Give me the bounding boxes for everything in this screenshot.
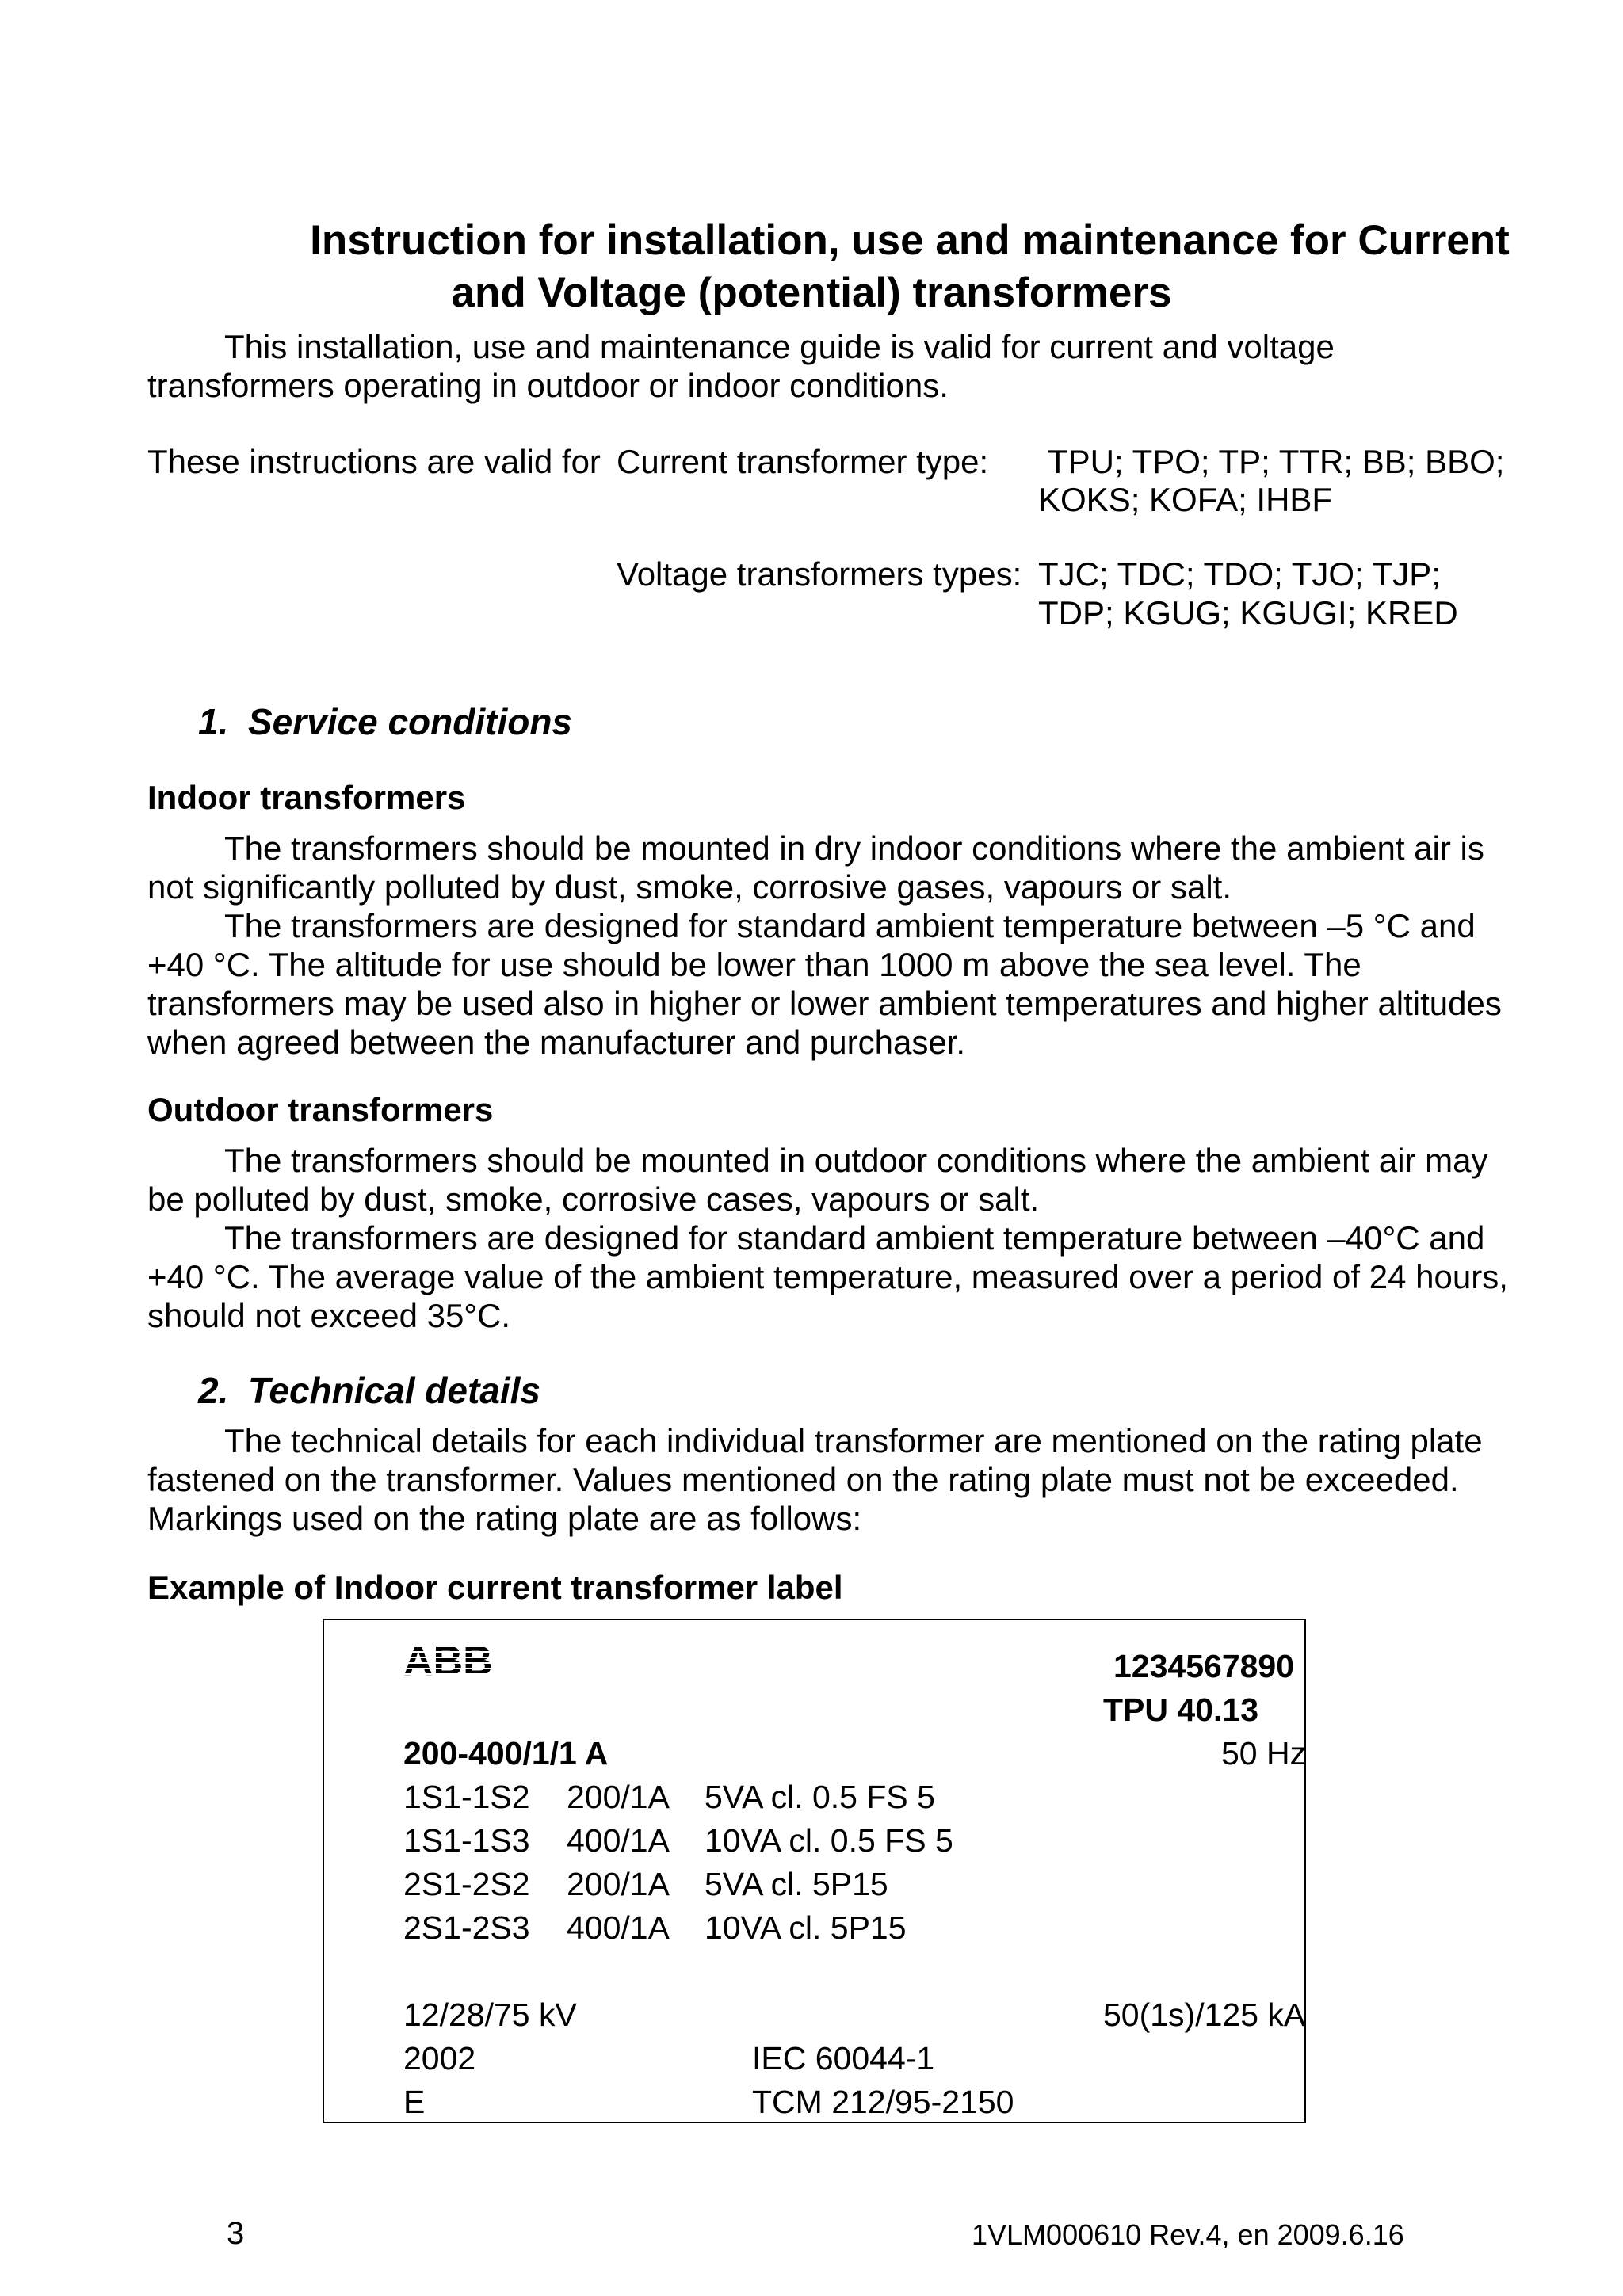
outdoor-p1-line2: be polluted by dust, smoke, corrosive cases, vapours or salt.: [147, 1180, 1040, 1218]
label-frequency: 50 Hz: [1221, 1735, 1307, 1772]
validity-lead: These instructions are valid for: [147, 443, 601, 480]
current-transformer-types-line1: TPU; TPO; TP; TTR; BB; BBO;: [1048, 443, 1505, 480]
document-reference: 1VLM000610 Rev.4, en 2009.6.16: [972, 2218, 1404, 2251]
label-row-2-ratio: 400/1A: [567, 1822, 670, 1859]
section2-title: Technical details: [248, 1370, 540, 1411]
label-approval: TCM 212/95-2150: [752, 2084, 1014, 2120]
technical-p-line3: Markings used on the rating plate are as follows:: [147, 1500, 862, 1537]
label-primary-ratio: 200-400/1/1 A: [403, 1735, 609, 1772]
label-standard: IEC 60044-1: [752, 2040, 935, 2077]
label-row-3-rating: 5VA cl. 5P15: [705, 1866, 888, 1902]
page-number: 3: [227, 2216, 245, 2251]
technical-p-line2: fastened on the transformer. Values mentioned on the rating plate must not be exceeded.: [147, 1461, 1459, 1498]
indoor-p2-line2: +40 °C. The altitude for use should be lower than 1000 m above the sea level. The: [147, 946, 1361, 983]
abb-logo: [403, 1642, 505, 1686]
indoor-paragraph-1: [147, 829, 1495, 906]
outdoor-paragraph-1: [147, 1141, 1495, 1219]
intro-paragraph: [147, 327, 1495, 405]
voltage-transformer-types-line1: TJC; TDC; TDO; TJO; TJP;: [1038, 555, 1441, 593]
outdoor-p2-line2: +40 °C. The average value of the ambient temperature, measured over a period of 24 hours,: [147, 1258, 1508, 1295]
voltage-transformer-types-line2: TDP; KGUG; KGUGI; KRED: [1038, 594, 1458, 631]
indoor-heading: Indoor transformers: [147, 779, 466, 816]
outdoor-p2-line1: The transformers are designed for standard ambient temperature between –40°C and: [224, 1219, 1485, 1257]
abb-logo-text: ABB: [403, 1642, 493, 1678]
outdoor-paragraph-2: [147, 1219, 1508, 1335]
label-year: 2002: [403, 2040, 476, 2077]
page-title-line2: and Voltage (potential) transformers: [451, 269, 1172, 316]
page-title-line1: Instruction for installation, use and maintenance for Current: [310, 217, 1510, 264]
label-model: TPU 40.13: [1103, 1691, 1258, 1728]
intro-line2: transformers operating in outdoor or indoor conditions.: [147, 367, 949, 404]
outdoor-heading: Outdoor transformers: [147, 1091, 494, 1128]
label-row-2-terminals: 1S1-1S3: [403, 1822, 530, 1859]
label-row-1-ratio: 200/1A: [567, 1779, 670, 1815]
outdoor-p2-line3: should not exceed 35°C.: [147, 1297, 511, 1334]
section1-title: Service conditions: [248, 701, 573, 742]
label-row-1-terminals: 1S1-1S2: [403, 1779, 530, 1815]
indoor-p2-line1: The transformers are designed for standard ambient temperature between –5 °C and: [224, 907, 1476, 944]
label-insulation-voltage: 12/28/75 kV: [403, 1997, 577, 2033]
intro-line1: This installation, use and maintenance guide is valid for current and voltage: [224, 328, 1335, 365]
current-transformer-label: Current transformer type:: [617, 443, 989, 480]
outdoor-p1-line1: The transformers should be mounted in outdoor conditions where the ambient air may: [224, 1142, 1488, 1179]
page-title: [0, 215, 1623, 319]
indoor-p2-line3: transformers may be used also in higher or lower ambient temperatures and higher altitudes: [147, 985, 1502, 1022]
label-row-3-terminals: 2S1-2S2: [403, 1866, 530, 1902]
abb-logo-graphic: [403, 1642, 505, 1678]
current-transformer-types-line2: KOKS; KOFA; IHBF: [1038, 481, 1333, 518]
label-short-circuit: 50(1s)/125 kA: [1103, 1997, 1306, 2033]
voltage-transformer-label: Voltage transformers types:: [617, 555, 1022, 593]
technical-details-paragraph: [147, 1421, 1495, 1538]
label-serial-number: 1234567890: [1113, 1648, 1295, 1684]
label-class-letter: E: [403, 2084, 426, 2120]
indoor-paragraph-2: [147, 906, 1502, 1062]
rating-plate-label: [323, 1619, 1306, 2123]
label-row-3-ratio: 200/1A: [567, 1866, 670, 1902]
label-row-2-rating: 10VA cl. 0.5 FS 5: [705, 1822, 953, 1859]
label-row-4-terminals: 2S1-2S3: [403, 1909, 530, 1946]
indoor-p1-line1: The transformers should be mounted in dry indoor conditions where the ambient air is: [224, 830, 1484, 867]
indoor-p1-line2: not significantly polluted by dust, smoke, corrosive gases, vapours or salt.: [147, 868, 1232, 906]
example-label-heading: Example of Indoor current transformer label: [147, 1569, 843, 1606]
indoor-p2-line4: when agreed between the manufacturer and purchaser.: [147, 1024, 966, 1061]
label-row-4-ratio: 400/1A: [567, 1909, 670, 1946]
section2-number: 2.: [198, 1370, 229, 1411]
label-row-4-rating: 10VA cl. 5P15: [705, 1909, 907, 1946]
label-row-1-rating: 5VA cl. 0.5 FS 5: [705, 1779, 935, 1815]
section1-number: 1.: [198, 701, 229, 742]
technical-p-line1: The technical details for each individual transformer are mentioned on the rating plate: [224, 1422, 1483, 1459]
